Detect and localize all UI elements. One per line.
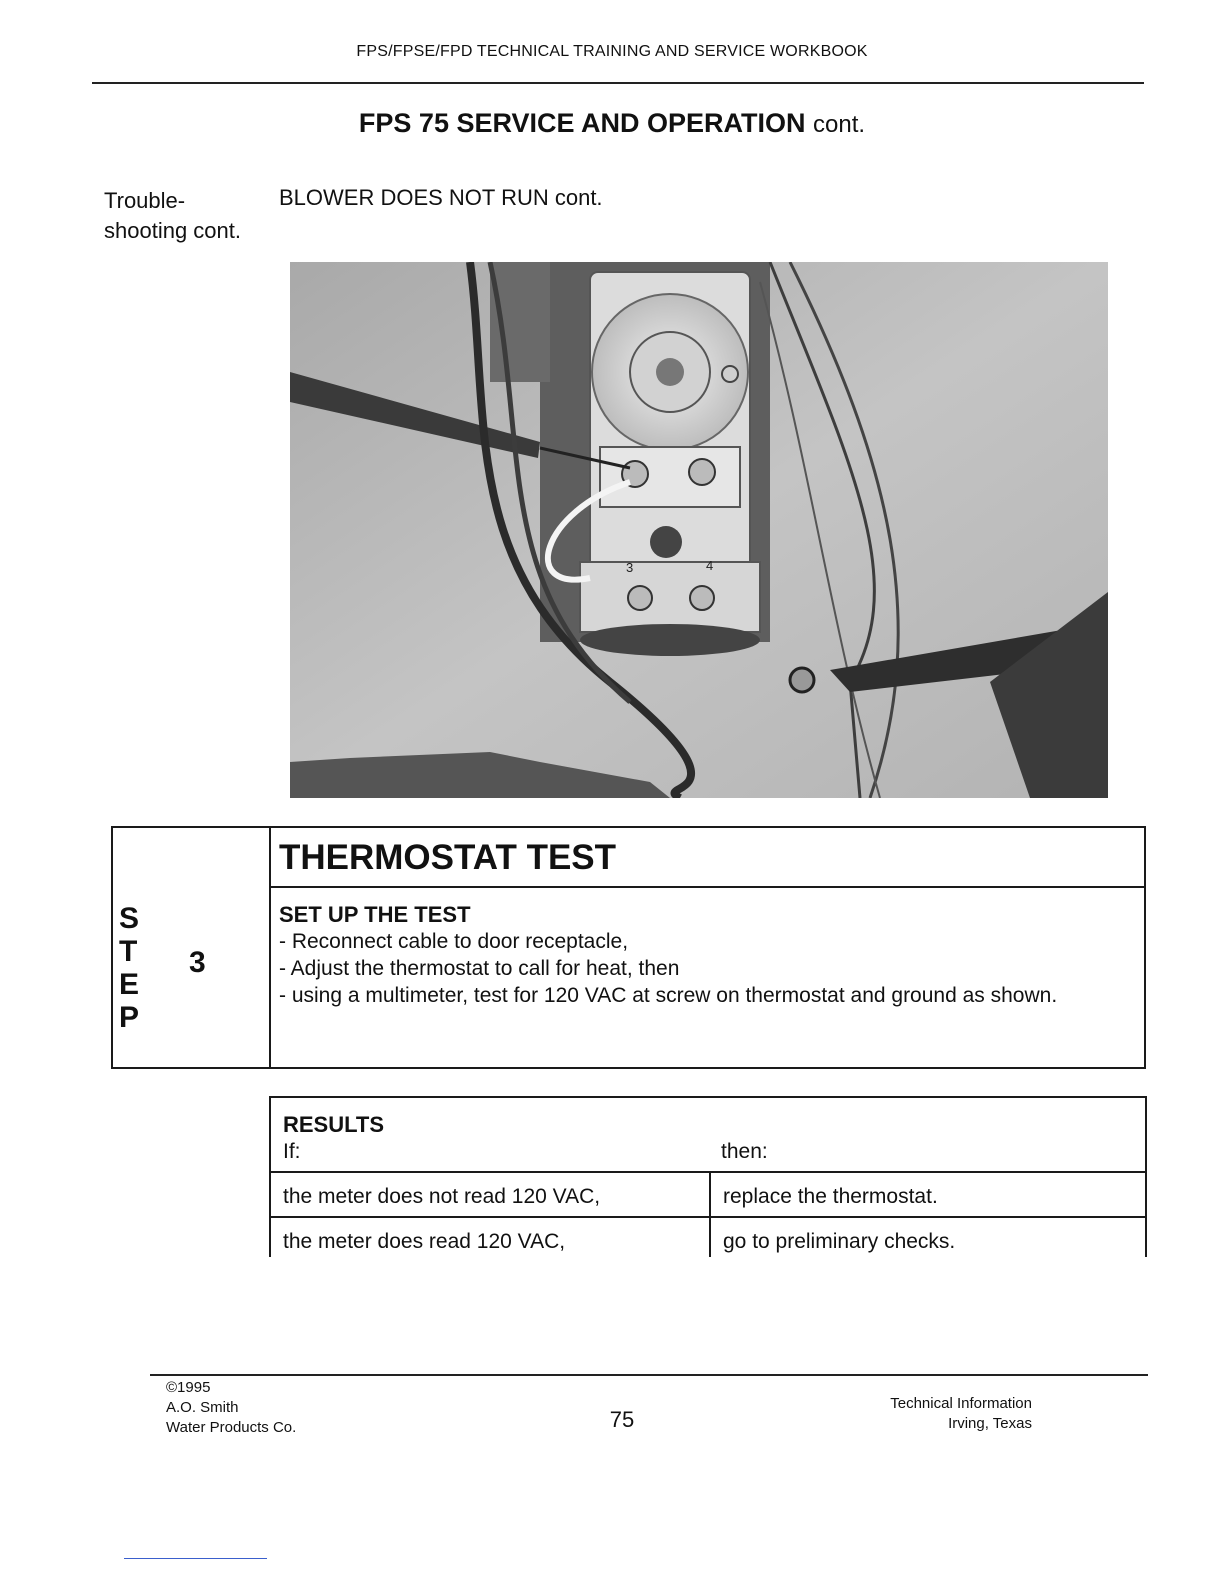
- section-title-suffix: cont.: [813, 111, 866, 138]
- department: Technical Information: [890, 1395, 1032, 1412]
- table-column-divider: [709, 1171, 711, 1257]
- bottom-rule: [124, 1558, 267, 1559]
- results-table: [269, 1096, 1147, 1257]
- step-letter: T: [119, 935, 138, 968]
- then-label: then:: [721, 1140, 768, 1163]
- step-number: 3: [189, 946, 206, 979]
- table-cell-then: go to preliminary checks.: [723, 1230, 956, 1253]
- terminal-label-right: 4: [706, 558, 714, 573]
- page-number: 75: [609, 1407, 635, 1432]
- setup-heading: SET UP THE TEST: [279, 902, 471, 927]
- table-cell-then: replace the thermostat.: [723, 1185, 938, 1208]
- thermostat-photo-illustration: [290, 262, 1108, 798]
- footer-rule: [150, 1374, 1148, 1376]
- side-label-line2: shooting cont.: [104, 218, 241, 243]
- setup-line: - Reconnect cable to door receptacle,: [279, 930, 629, 953]
- thermostat-photo: [290, 262, 1108, 798]
- step-letter: S: [119, 902, 140, 935]
- table-cell-if: the meter does read 120 VAC,: [283, 1230, 566, 1253]
- table-row-divider: [271, 1216, 1145, 1218]
- step-title: THERMOSTAT TEST: [279, 838, 617, 877]
- footer-department-block: [830, 1394, 1032, 1434]
- step-letter: P: [119, 1001, 140, 1034]
- header-rule: [92, 82, 1144, 84]
- side-label-line1: Trouble-: [104, 188, 186, 213]
- terminal-label-left: 3: [626, 560, 634, 575]
- step-box: [111, 826, 1146, 1069]
- setup-instructions: [279, 928, 1139, 1009]
- section-title-text: FPS 75 SERVICE AND OPERATION: [358, 108, 806, 138]
- section-title: [0, 108, 1224, 139]
- table-cell-if: the meter does not read 120 VAC,: [283, 1185, 601, 1208]
- table-row-divider: [271, 1171, 1145, 1173]
- step-letters: [119, 902, 139, 1034]
- subheading: BLOWER DOES NOT RUN cont.: [279, 185, 603, 210]
- location: Irving, Texas: [948, 1415, 1032, 1432]
- if-label: If:: [283, 1140, 301, 1163]
- footer-copyright-block: [166, 1378, 296, 1438]
- running-header: FPS/FPSE/FPD TECHNICAL TRAINING AND SERVICE WORKBOOK: [356, 43, 868, 60]
- setup-line: - Adjust the thermostat to call for heat, then: [279, 957, 680, 980]
- step-letter: E: [119, 968, 140, 1001]
- results-heading: RESULTS: [283, 1112, 385, 1137]
- step-column: [113, 828, 271, 1067]
- company-division: Water Products Co.: [166, 1419, 297, 1436]
- side-label: [104, 186, 241, 246]
- setup-line: - using a multimeter, test for 120 VAC at screw on thermostat and ground as shown.: [279, 984, 1058, 1007]
- copyright: ©1995: [166, 1379, 211, 1396]
- step-title-row: [271, 828, 1144, 888]
- company-name: A.O. Smith: [166, 1399, 239, 1416]
